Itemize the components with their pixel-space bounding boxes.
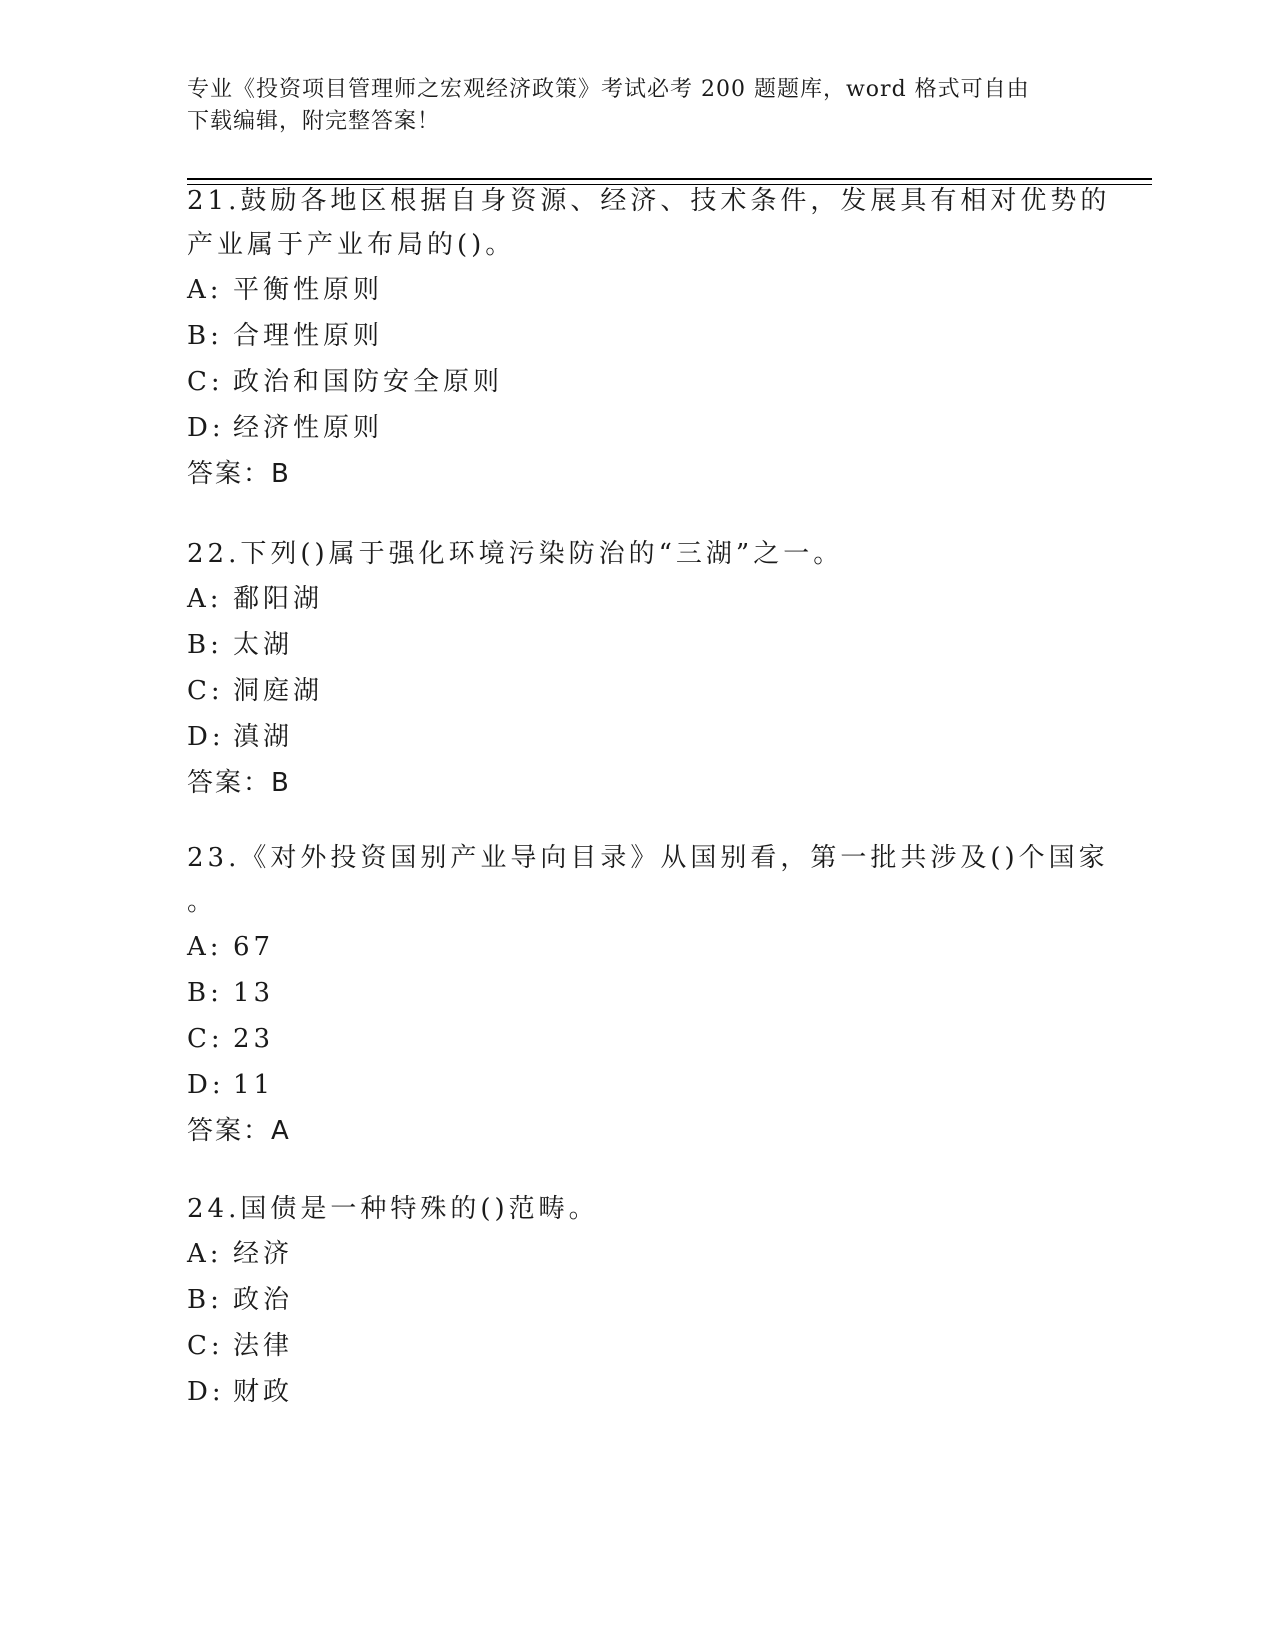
option-text: 财政 bbox=[233, 1377, 294, 1407]
answer-value: A bbox=[271, 1116, 291, 1146]
answer-label: 答案： bbox=[187, 1116, 272, 1146]
option-text: 经济 bbox=[233, 1239, 294, 1269]
option-key: D: bbox=[187, 1070, 225, 1100]
stem-line: 24.国债是一种特殊的()范畴。 bbox=[187, 1194, 599, 1224]
option-text: 鄱阳湖 bbox=[233, 584, 324, 614]
option-c bbox=[187, 1323, 1087, 1369]
stem-line: 。 bbox=[187, 887, 218, 917]
stem-line: 22.下列()属于强化环境污染防治的“三湖”之一。 bbox=[187, 539, 844, 569]
option-key: C: bbox=[187, 676, 224, 706]
stem-line: 产业属于产业布局的()。 bbox=[187, 230, 516, 260]
option-text: 合理性原则 bbox=[233, 321, 384, 351]
option-key: C: bbox=[187, 1331, 224, 1361]
option-a bbox=[187, 1231, 1087, 1277]
option-text: 洞庭湖 bbox=[233, 676, 324, 706]
option-key: B: bbox=[187, 978, 223, 1008]
option-text: 平衡性原则 bbox=[233, 275, 384, 305]
question-stem bbox=[187, 532, 1087, 576]
option-key: D: bbox=[187, 722, 225, 752]
option-text: 23 bbox=[233, 1024, 275, 1054]
option-c bbox=[187, 1016, 1087, 1062]
option-key: B: bbox=[187, 1285, 223, 1315]
option-key: D: bbox=[187, 413, 225, 443]
header-line-2: 下载编辑，附完整答案！ bbox=[187, 109, 441, 134]
option-text: 太湖 bbox=[233, 630, 294, 660]
question-stem bbox=[187, 836, 1109, 924]
option-key: A: bbox=[187, 584, 223, 614]
option-c bbox=[187, 359, 1087, 405]
option-a bbox=[187, 576, 1087, 622]
option-key: D: bbox=[187, 1377, 225, 1407]
option-d bbox=[187, 714, 1087, 760]
stem-line: 21.鼓励各地区根据自身资源、经济、技术条件，发展具有相对优势的 bbox=[187, 186, 1111, 216]
stem-line: 23.《对外投资国别产业导向目录》从国别看，第一批共涉及()个国家 bbox=[187, 843, 1109, 873]
answer-line bbox=[187, 451, 1087, 497]
question-stem bbox=[187, 1187, 1087, 1231]
option-d bbox=[187, 1369, 1087, 1415]
option-b bbox=[187, 1277, 1087, 1323]
option-c bbox=[187, 668, 1087, 714]
question-22 bbox=[187, 532, 1087, 806]
answer-value: B bbox=[271, 459, 291, 489]
option-b bbox=[187, 622, 1087, 668]
answer-line bbox=[187, 1108, 1087, 1154]
option-key: A: bbox=[187, 1239, 223, 1269]
question-stem bbox=[187, 179, 1111, 267]
option-b bbox=[187, 970, 1087, 1016]
option-a bbox=[187, 267, 1087, 313]
question-23 bbox=[187, 836, 1109, 1154]
option-key: B: bbox=[187, 321, 223, 351]
answer-line bbox=[187, 760, 1087, 806]
question-24 bbox=[187, 1187, 1087, 1415]
answer-value: B bbox=[271, 768, 291, 798]
option-key: A: bbox=[187, 275, 223, 305]
option-a bbox=[187, 924, 1087, 970]
option-text: 经济性原则 bbox=[233, 413, 384, 443]
option-text: 67 bbox=[233, 932, 275, 962]
option-key: C: bbox=[187, 367, 224, 397]
question-21 bbox=[187, 179, 1111, 497]
option-key: A: bbox=[187, 932, 223, 962]
option-text: 11 bbox=[233, 1070, 275, 1100]
option-text: 政治和国防安全原则 bbox=[233, 367, 504, 397]
option-d bbox=[187, 1062, 1087, 1108]
option-b bbox=[187, 313, 1087, 359]
option-d bbox=[187, 405, 1087, 451]
answer-label: 答案： bbox=[187, 768, 272, 798]
option-key: C: bbox=[187, 1024, 224, 1054]
option-key: B: bbox=[187, 630, 223, 660]
option-text: 政治 bbox=[233, 1285, 294, 1315]
answer-label: 答案： bbox=[187, 459, 272, 489]
document-header bbox=[187, 74, 1087, 138]
option-text: 滇湖 bbox=[233, 722, 294, 752]
option-text: 13 bbox=[233, 978, 275, 1008]
option-text: 法律 bbox=[233, 1331, 294, 1361]
header-line-1: 专业《投资项目管理师之宏观经济政策》考试必考 200 题题库，word 格式可自由 bbox=[187, 77, 1030, 102]
